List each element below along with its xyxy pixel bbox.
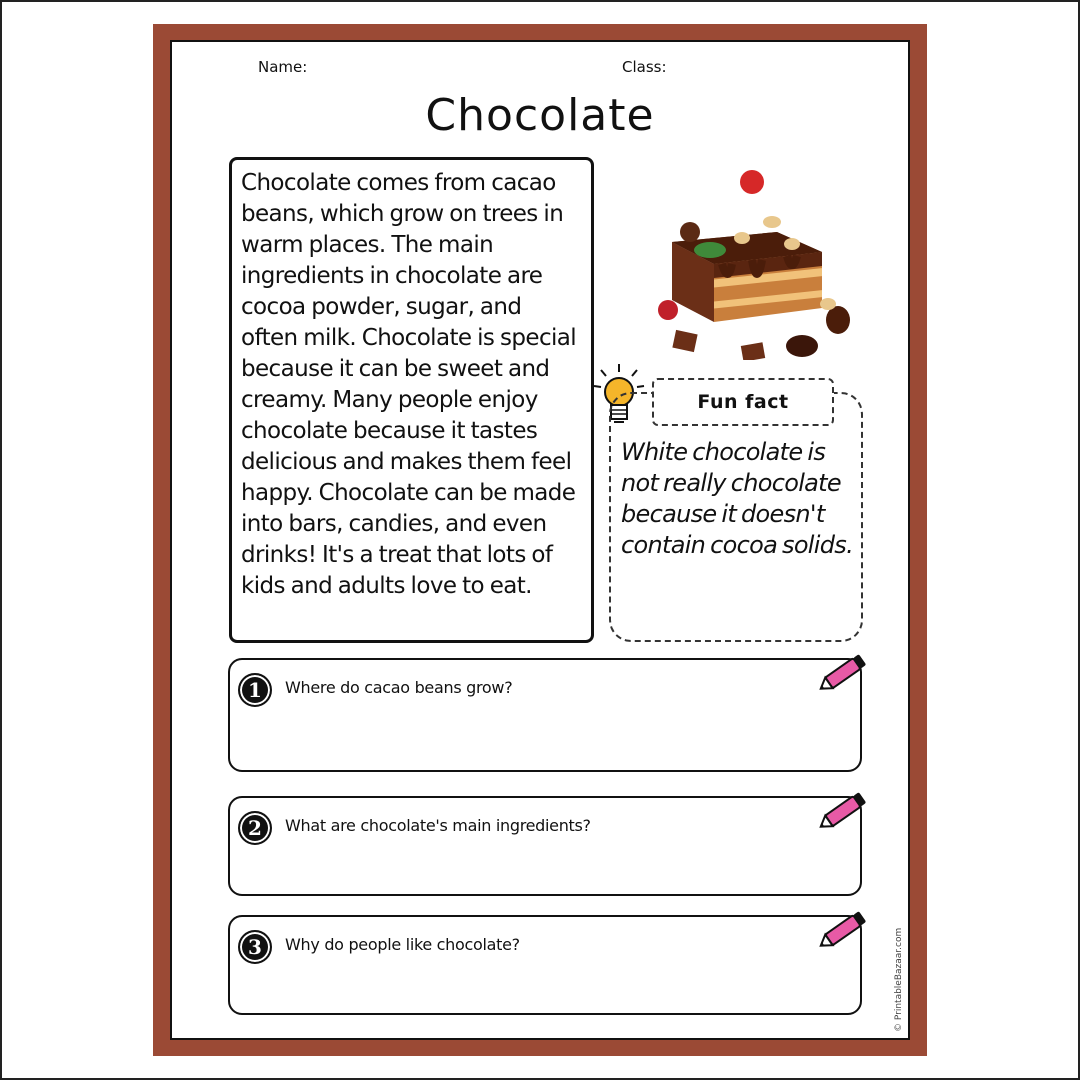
pencil-icon — [816, 905, 872, 955]
question-text-2: What are chocolate's main ingredients? — [285, 816, 591, 835]
question-number-1: 1 — [238, 673, 272, 707]
pencil-icon — [816, 648, 872, 698]
reading-passage-text: Chocolate comes from cacao beans, which grow on trees in warm places. The main ingredients in chocolate are cocoa powder, sugar, and often milk. Chocolate is special because it can be sweet and creamy. Many people enjoy chocolate because it tastes delicious and makes them feel happy. Chocolate can be made into bars, candies, and even drinks! It's a treat that lots of kids and adults love to eat. — [241, 170, 577, 599]
question-box-1[interactable] — [228, 658, 862, 772]
class-label: Class: — [622, 58, 667, 76]
fun-fact-text: White chocolate is not really chocolate because it doesn't contain cocoa solids. — [621, 438, 853, 559]
question-text-3: Why do people like chocolate? — [285, 935, 520, 954]
question-text-1: Where do cacao beans grow? — [285, 678, 513, 697]
worksheet — [170, 40, 910, 1040]
question-number-3: 3 — [238, 930, 272, 964]
pencil-icon — [816, 786, 872, 836]
chocolate-cake-illustration — [652, 160, 872, 360]
fun-fact-label: Fun fact — [652, 378, 834, 426]
name-label: Name: — [258, 58, 308, 76]
question-number-2: 2 — [238, 811, 272, 845]
question-box-3[interactable] — [228, 915, 862, 1015]
reading-passage-box — [229, 157, 594, 643]
page-title: Chocolate — [425, 90, 655, 141]
question-box-2[interactable] — [228, 796, 862, 896]
watermark: © PrintableBazaar.com — [894, 927, 904, 1032]
